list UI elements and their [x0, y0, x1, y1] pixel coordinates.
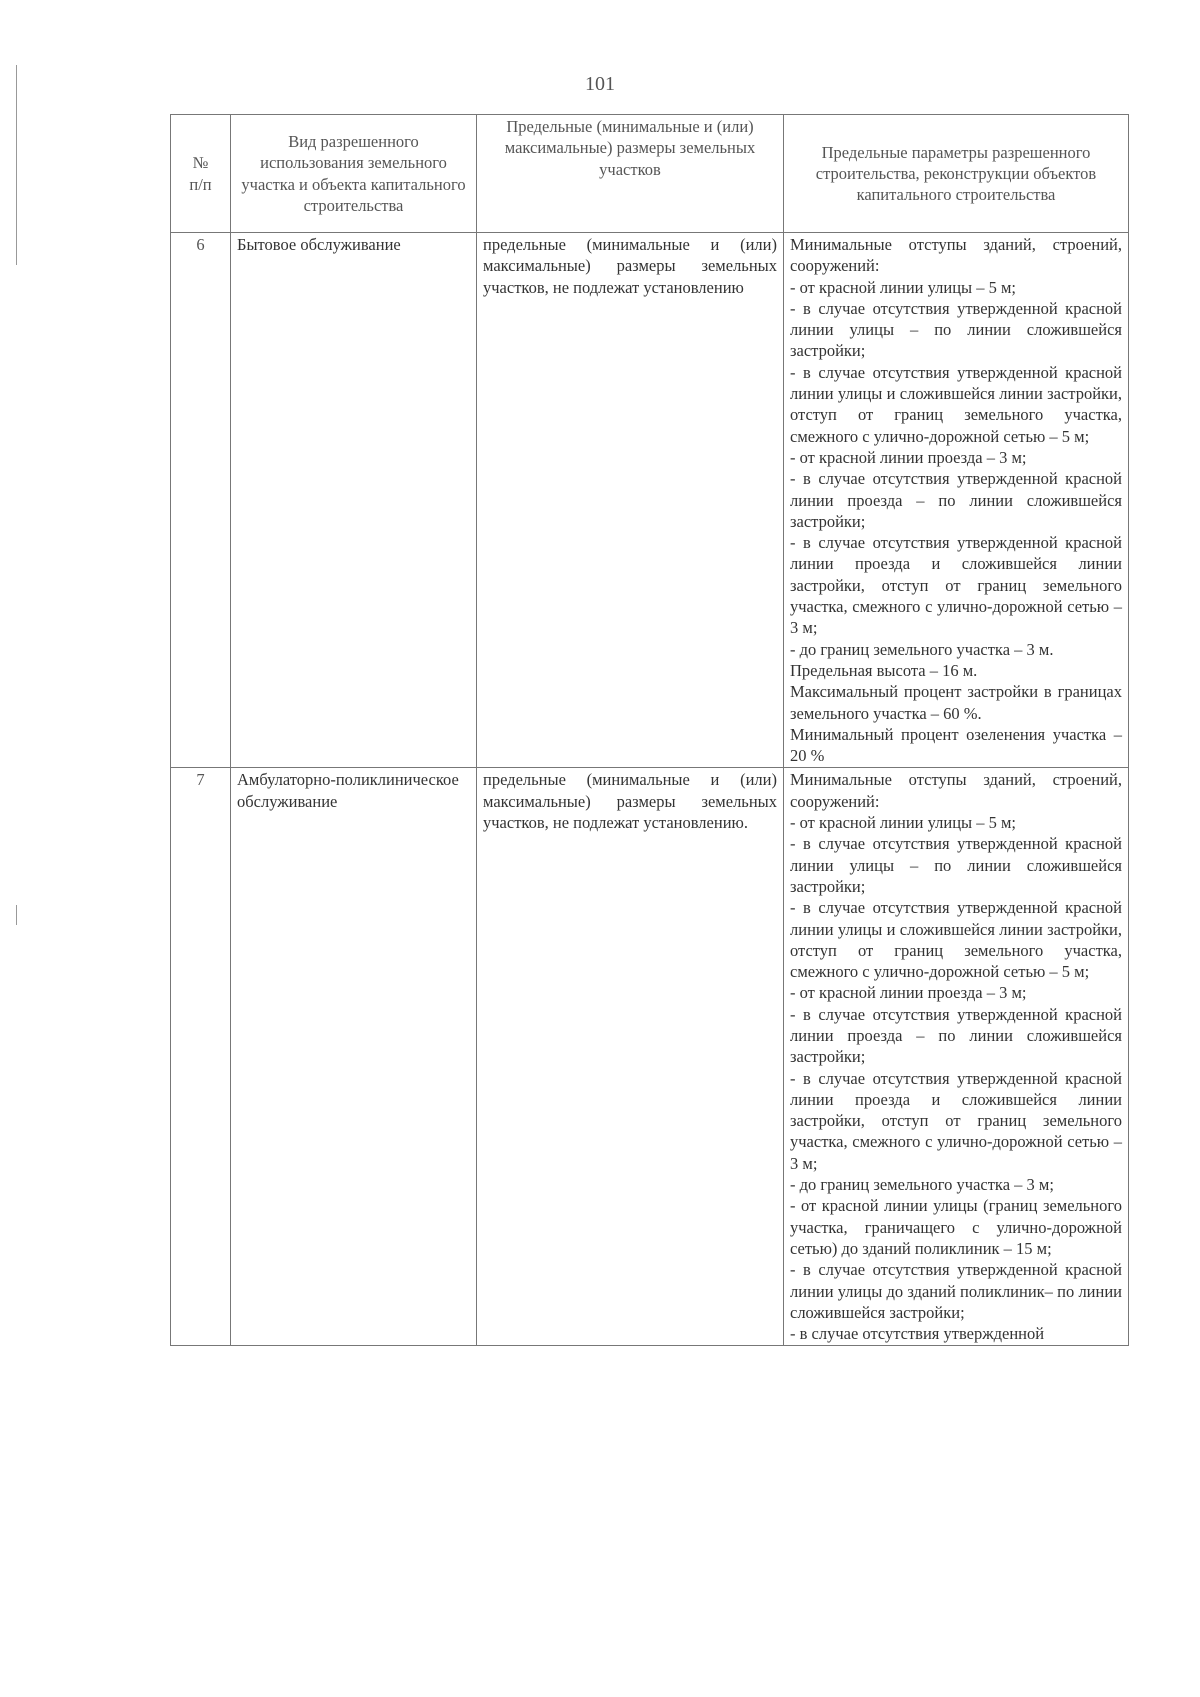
table-row — [171, 233, 1129, 768]
param-line: - в случае отсутствия утвержденной красной линии проезда – по линии сложившейся застройки; — [790, 469, 1122, 531]
row-construction-params — [784, 233, 1129, 768]
header-plot-size: Предельные (минимальные и (или) максимальные) размеры земельных участков — [477, 115, 784, 233]
param-line: - в случае отсутствия утвержденной красной линии проезда и сложившейся линии застройки, отступ от границ земельного участка, смежного с улично-дорожной сетью – 3 м; — [790, 533, 1122, 638]
param-line: - до границ земельного участка – 3 м; — [790, 1175, 1054, 1195]
row-construction-params — [784, 768, 1129, 1346]
param-line: Максимальный процент застройки в границах земельного участка – 60 %. — [790, 682, 1122, 723]
param-line: - от красной линии проезда – 3 м; — [790, 447, 1027, 467]
row-plot-size: предельные (минимальные и (или) максимальные) размеры земельных участков, не подлежат установлению. — [477, 768, 784, 1346]
param-line: - от красной линии проезда – 3 м; — [790, 983, 1027, 1003]
param-line: - в случае отсутствия утвержденной красной линии улицы – по линии сложившейся застройки; — [790, 298, 1122, 361]
param-line: Предельная высота – 16 м. — [790, 660, 978, 680]
scan-edge-mark — [16, 905, 17, 925]
param-line: Минимальные отступы зданий, строений, сооружений: — [790, 235, 1122, 276]
param-line: - в случае отсутствия утвержденной красной линии проезда и сложившейся линии застройки, отступ от границ земельного участка, смежного с улично-дорожной сетью – 3 м; — [790, 1068, 1122, 1173]
param-line: - от красной линии улицы – 5 м; — [790, 813, 1017, 833]
row-plot-size: предельные (минимальные и (или) максимальные) размеры земельных участков, не подлежат установлению — [477, 233, 784, 768]
row-number: 7 — [171, 768, 231, 1346]
param-line: Минимальные отступы зданий, строений, сооружений: — [790, 770, 1122, 811]
land-use-table — [170, 114, 1129, 1346]
table-header-row — [171, 115, 1129, 233]
row-use-type: Амбулаторно-поликлиническое обслуживание — [231, 768, 477, 1346]
param-line: - в случае отсутствия утвержденной красной линии улицы до зданий поликлиник– по линии сложившейся застройки; — [790, 1260, 1122, 1322]
scan-edge-mark — [16, 65, 17, 265]
param-line: - до границ земельного участка – 3 м. — [790, 639, 1054, 659]
header-use-type: Вид разрешенного использования земельного участка и объекта капитального строительства — [231, 115, 477, 233]
param-line: - от красной линии улицы – 5 м; — [790, 277, 1017, 297]
page-number: 101 — [585, 73, 615, 95]
header-number: № п/п — [171, 115, 231, 233]
param-line: - в случае отсутствия утвержденной красной линии улицы и сложившейся линии застройки, отступ от границ земельного участка, смежного с улично-дорожной сетью – 5 м; — [790, 362, 1122, 446]
param-line: - в случае отсутствия утвержденной — [790, 1324, 1045, 1344]
param-line: Минимальный процент озеленения участка – 20 % — [790, 724, 1122, 766]
param-line: - в случае отсутствия утвержденной красной линии улицы и сложившейся линии застройки, отступ от границ земельного участка, смежного с улично-дорожной сетью – 5 м; — [790, 898, 1122, 982]
param-line: - от красной линии улицы (границ земельного участка, граничащего с улично-дорожной сетью) до зданий поликлиник – 15 м; — [790, 1196, 1122, 1258]
header-construction-params: Предельные параметры разрешенного строительства, реконструкции объектов капитального строительства — [784, 115, 1129, 233]
row-use-type: Бытовое обслуживание — [231, 233, 477, 768]
row-number: 6 — [171, 233, 231, 768]
table-row — [171, 768, 1129, 1346]
param-line: - в случае отсутствия утвержденной красной линии улицы – по линии сложившейся застройки; — [790, 834, 1122, 896]
param-line: - в случае отсутствия утвержденной красной линии проезда – по линии сложившейся застройки; — [790, 1004, 1122, 1067]
